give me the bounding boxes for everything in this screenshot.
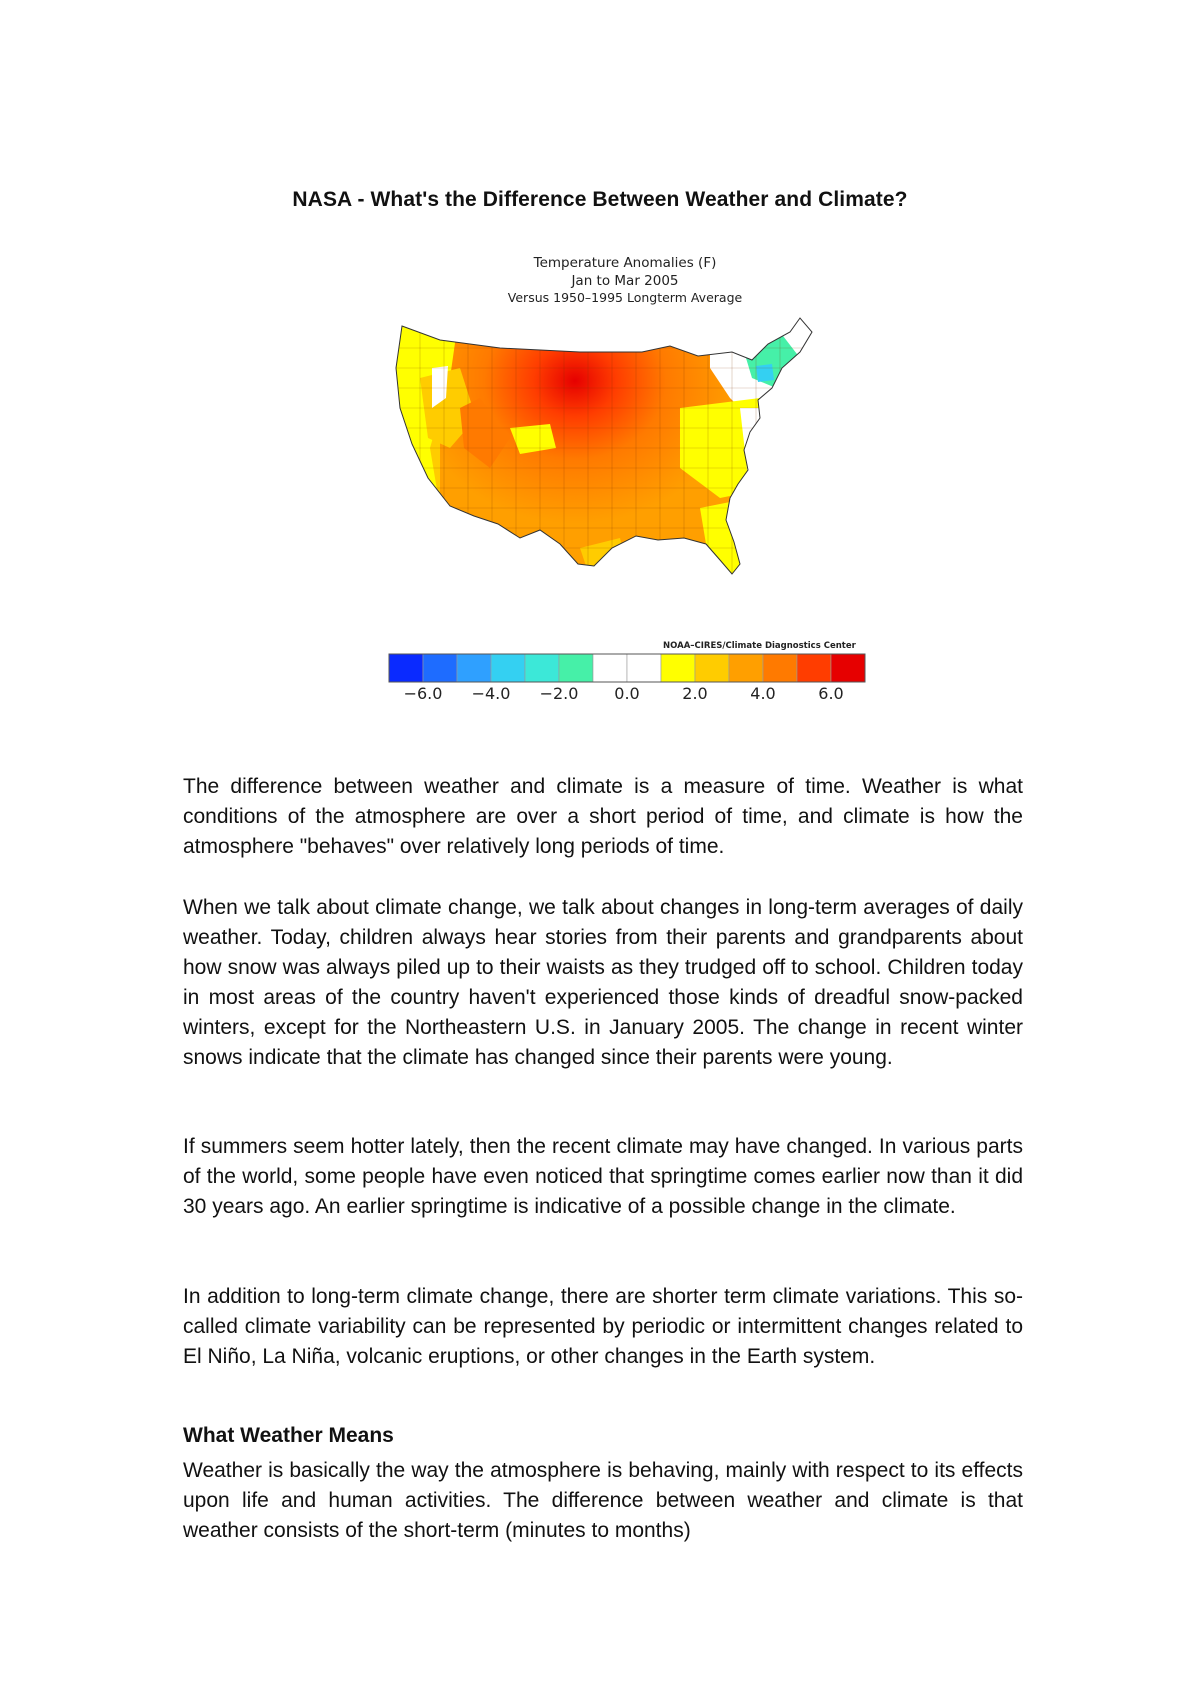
colorbar-swatch xyxy=(559,654,593,682)
colorbar-tick-label: −2.0 xyxy=(539,684,579,703)
page-title: NASA - What's the Difference Between Weather and Climate? xyxy=(292,188,908,211)
map-shading xyxy=(380,308,870,608)
colorbar-swatch xyxy=(491,654,525,682)
colorbar-swatch xyxy=(593,654,627,682)
colorbar-swatch xyxy=(695,654,729,682)
temperature-anomaly-figure xyxy=(380,248,870,708)
colorbar-swatch xyxy=(423,654,457,682)
figure-title-line-3: Versus 1950–1995 Longterm Average xyxy=(507,290,743,305)
colorbar-swatch xyxy=(729,654,763,682)
colorbar-swatch xyxy=(525,654,559,682)
figure-title-line-1: Temperature Anomalies (F) xyxy=(533,255,717,271)
colorbar-swatch xyxy=(797,654,831,682)
figure-credit: NOAA–CIRES/Climate Diagnostics Center xyxy=(663,641,856,651)
colorbar-swatch xyxy=(763,654,797,682)
colorbar-tick-label: −4.0 xyxy=(471,684,511,703)
colorbar-swatch xyxy=(627,654,661,682)
paragraph-3: If summers seem hotter lately, then the recent climate may have changed. In various parts of the world, some people have even noticed that springtime comes earlier now than it did 30 years ago. An earlier springtime is indicative of a possible change in the climate. xyxy=(183,1135,1023,1218)
colorbar-swatch xyxy=(831,654,865,682)
colorbar xyxy=(389,654,865,682)
colorbar-tick-label: −6.0 xyxy=(403,684,443,703)
colorbar-tick-label: 4.0 xyxy=(750,684,776,703)
section-heading: What Weather Means xyxy=(183,1424,394,1447)
paragraph-4: In addition to long-term climate change, there are shorter term climate variations. This so-called climate variability can be represented by periodic or intermittent changes related to El Niño, La Niña, volcanic eruptions, or other changes in the Earth system. xyxy=(183,1285,1023,1368)
figure-title-line-2: Jan to Mar 2005 xyxy=(571,273,679,289)
colorbar-swatch xyxy=(389,654,423,682)
colorbar-swatch xyxy=(661,654,695,682)
colorbar-swatch xyxy=(457,654,491,682)
paragraph-1: The difference between weather and climate is a measure of time. Weather is what conditions of the atmosphere are over a short period of time, and climate is how the atmosphere "behaves" over relatively long periods of time. xyxy=(183,775,1023,858)
colorbar-tick-label: 2.0 xyxy=(682,684,708,703)
colorbar-tick-label: 0.0 xyxy=(614,684,640,703)
colorbar-tick-label: 6.0 xyxy=(818,684,844,703)
paragraph-2: When we talk about climate change, we talk about changes in long-term averages of daily weather. Today, children always hear stories from their parents and grandparents about how snow was always piled up to their waists as they trudged off to school. Children today in most areas of the country haven't experienced those kinds of dreadful snow-packed winters, except for the Northeastern U.S. in January 2005. The change in recent winter snows indicate that the climate has changed since their parents were young. xyxy=(183,896,1023,1069)
us-anomaly-map xyxy=(380,248,870,708)
section-paragraph: Weather is basically the way the atmosphere is behaving, mainly with respect to its effects upon life and human activities. The difference between weather and climate is that weather consists of the short-term (minutes to months) xyxy=(183,1459,1023,1542)
